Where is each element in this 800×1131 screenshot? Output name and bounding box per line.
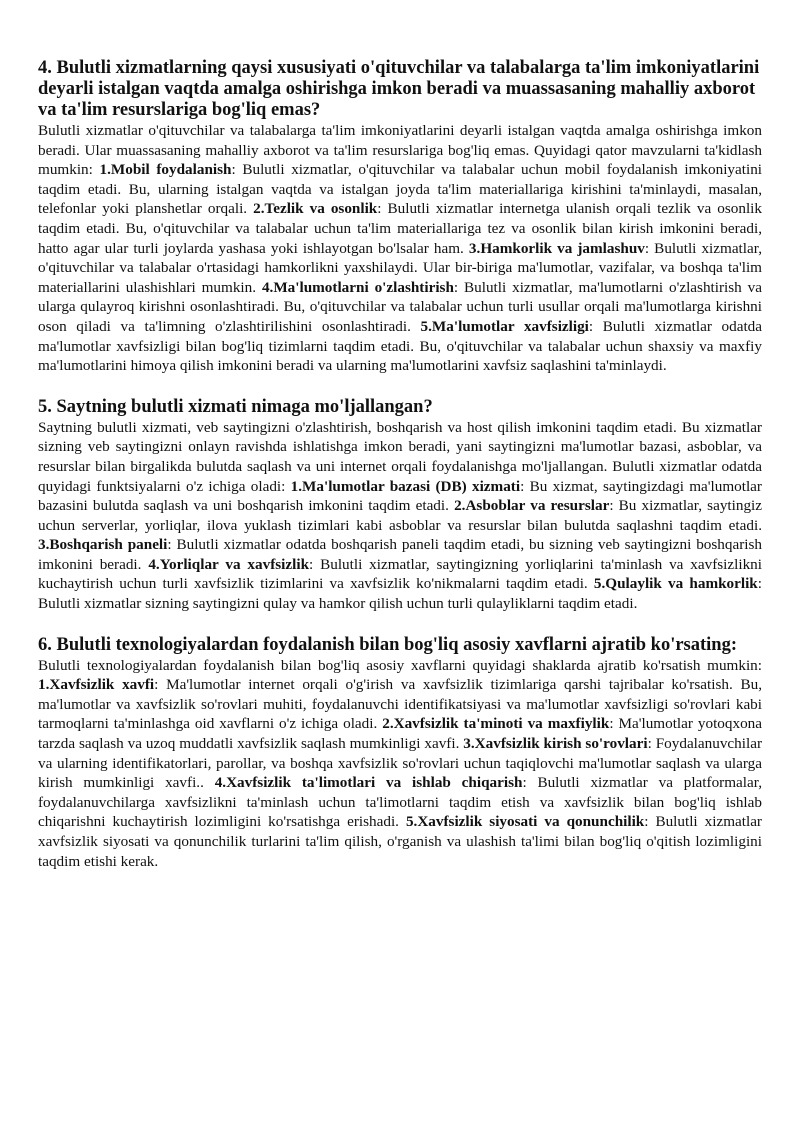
question-section-5 <box>38 397 762 614</box>
item-term: 3.Xavfsizlik kirish so'rovlari <box>463 735 648 753</box>
question-title: 6. Bulutli texnologiyalardan foydalanish bilan bog'liq asosiy xavflarni ajratib ko'rsating: <box>38 634 738 655</box>
item-text: : Bu xizmatlar, saytingiz uchun serverlar, yorliqlar, ilova yuklash tizimlari kabi asboblar va resurslar bilan bulutda saqlashni taqdim etadi. <box>38 497 763 534</box>
item-term: 5.Ma'lumotlar xavfsizligi <box>420 317 589 335</box>
item-text: : Foydalanuvchilar va ularning identifikatorlari, parollar, va boshqa xavfsizlik so'rovlari uchun taqiqlovchi ma'lumotlar saqlash va ularga kirish mumkinligi xavfi.. <box>38 735 762 792</box>
item-text: : Bulutli xizmatlar xavfsizlik siyosati va qonunchilik turlarini ta'lim qilish, o'rganish va ulashish ta'limi bilan bog'liq o'qitish lozimligini taqdim etishi kerak. <box>38 813 762 870</box>
item-term: 1.Mobil foydalanish <box>99 161 232 179</box>
item-term: 3.Boshqarish paneli <box>38 536 168 554</box>
item-text: : Bulutli xizmatlar sizning saytingizni qulay va hamkor qilish uchun turli qulayliklarni taqdim etadi. <box>38 575 762 613</box>
answer-intro: Bulutli texnologiyalardan foydalanish bilan bog'liq asosiy xavflarni quyidagi shaklarda ajratib ko'rsatish mumkin: <box>38 656 762 674</box>
item-text: : Bulutli xizmatlar, o'qituvchilar va talabalar uchun mobil foydalanish imkoniyatini taqdim etadi. Bu, ularning istalgan vaqtda va istalgan joyda ta'lim materiallariga kirishini ta'minlaydi, masalan, telefonlar yoki planshetlar orqali. <box>38 161 763 218</box>
item-term: 4.Ma'lumotlarni o'zlashtirish <box>261 278 454 296</box>
item-text: : Bulutli xizmatlar, ma'lumotlarni o'zlashtirish va ularga qulayroq kirishni osonlashtiradi. Bu, o'qituvchilar va talabalar uchun turli usullar orqali ma'lumotlarga kirishni oson qiladi va ta'limning o'zlashtirilishini osonlashtiradi. <box>38 278 763 335</box>
item-text: : Bulutli xizmatlar internetga ulanish orqali tezlik va osonlik taqdim etadi. Bu, o'qituvchilar va talabalar uchun ta'lim materiallariga tez va osonlik bilan kirish imkonini beradi, hatto agar ular turli joylarda yashasa yoki ishlayotgan bo'lsalar ham. <box>38 200 762 257</box>
item-term: 5.Xavfsizlik siyosati va qonunchilik <box>405 813 645 831</box>
item-term: 4.Yorliqlar va xavfsizlik <box>148 555 310 573</box>
question-title: 4. Bulutli xizmatlarning qaysi xususiyati o'qituvchilar va talabalarga ta'lim imkoniyatlarini deyarli istalgan vaqtda amalga oshirishga imkon beradi va muassasaning mahalliy axborot va ta'lim resurslariga bog'liq emas? <box>38 58 760 120</box>
item-text: : Ma'lumotlar yotoqxona tarzda saqlash va uzoq muddatli xavfsizlik saqlash mumkinligi xavfi. <box>38 715 762 753</box>
item-text: : Bulutli xizmatlar, saytingizning yorliqlarini ta'minlash va xavfsizlikni kuchaytirish uchun turli xavfsizlik tizimlarini va xavfsizlik ko'nikmalarni taqdim etadi. <box>38 555 762 593</box>
answer-intro: Bulutli xizmatlar o'qituvchilar va talabalarga ta'lim imkoniyatlarini deyarli istalgan vaqtda amalga oshirishga imkon beradi. Ular muassasaning mahalliy axborot va ta'lim resurslariga bog'liq emas. Quyidagi qator mavzularni ta'kidlash mumkin: <box>38 122 762 179</box>
item-term: 2.Tezlik va osonlik <box>253 200 378 218</box>
answer-paragraph <box>38 121 762 376</box>
item-term: 2.Xavfsizlik ta'minoti va maxfiylik <box>382 715 610 733</box>
item-text: : Bulutli xizmatlar va platformalar, foydalanuvchilarga xavfsizlikni ta'minlash uchun ta'limotlarni taqdim etish va xavfsizlik bilan bog'liq ishlab chiqarishni kuchaytirish lozimligini ko'rsatishga erishadi. <box>38 774 762 831</box>
item-term: 4.Xavfsizlik ta'limotlari va ishlab chiqarish <box>214 774 523 792</box>
item-text: : Bulutli xizmatlar, o'qituvchilar va talabalar o'rtasidagi hamkorlikni yaxshilaydi. Ular bir-biriga ma'lumotlar, vazifalar, va boshqa ta'lim materiallarini ulashishlari mumkin. <box>38 239 762 296</box>
answer-paragraph <box>38 418 762 614</box>
item-text: : Bulutli xizmatlar odatda boshqarish paneli taqdim etadi, bu sizning veb saytingizni boshqarish imkonini beradi. <box>38 536 762 573</box>
item-text: : Ma'lumotlar internet orqali o'g'irish va xavfsizlik tizimlariga qarshi tajribalar ko'rsatish. Bu, ma'lumotlar va xavfsizlik so'rovlari muhiti, foydalanuvchi identifikatsiyasi va ma'lumotlar xavfsizligi so'rovlari kabi tarmoqlarni ta'minlashga oid xavflarni o'z ichiga oladi. <box>38 676 762 733</box>
answer-paragraph <box>38 656 762 872</box>
item-text: : Bulutli xizmatlar odatda ma'lumotlar xavfsizligi bilan bog'liq tizimlarni taqdim etadi. Bu, o'qituvchilar va talabalar uchun shaxsiy va maxfiy ma'lumotlarini himoya qilish imkonini beradi va ularning ma'lumotlarini xavfsiz saqlashini ta'minlaydi. <box>38 317 763 375</box>
item-term: 2.Asboblar va resurslar <box>454 497 610 515</box>
item-term: 3.Hamkorlik va jamlashuv <box>468 239 645 257</box>
item-term: 5.Qulaylik va hamkorlik <box>593 575 758 593</box>
answer-intro: Saytning bulutli xizmati, veb saytingizni o'zlashtirish, boshqarish va host qilish imkonini taqdim etadi. Bu xizmatlar sizning veb saytingizni onlayn ravishda ishlatishga imkon beradi, yani saytingizni ma'lumotlar bazasi, asboblar, va resurslar bilan birgalikda bulutda saqlash va uni internet orqali foydalanishga mo'ljallangan. Bulutli xizmatlar odatda quyidagi funktsiyalarni o'z ichiga oladi: <box>38 418 762 495</box>
item-term: 1.Xavfsizlik xavfi <box>38 676 155 694</box>
question-section-6 <box>38 635 762 872</box>
question-section-4 <box>38 58 762 376</box>
item-term: 1.Ma'lumotlar bazasi (DB) xizmati <box>290 477 521 495</box>
question-title: 5. Saytning bulutli xizmati nimaga mo'ljallangan? <box>38 396 433 417</box>
item-text: : Bu xizmat, saytingizdagi ma'lumotlar bazasini bulutda saqlash va uni boshqarish imkonini taqdim etadi. <box>38 477 762 515</box>
